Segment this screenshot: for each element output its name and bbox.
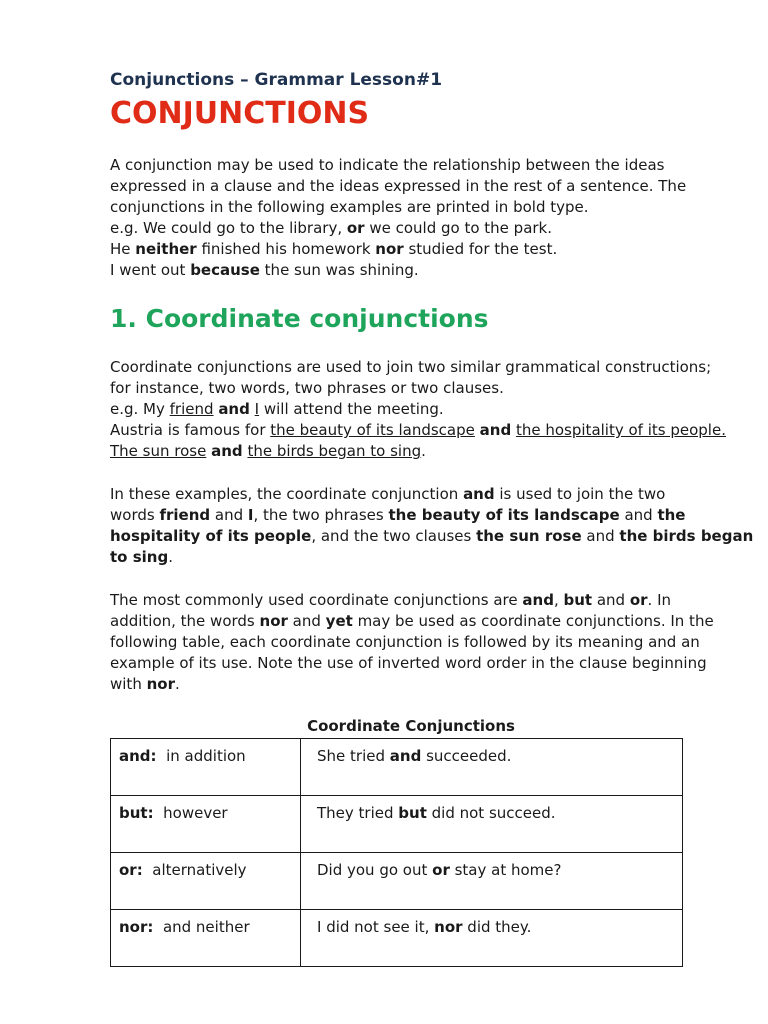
table-caption: Coordinate Conjunctions (307, 717, 515, 735)
paragraph-line: hospitality of its people, and the two clauses the sun rose and the birds began (110, 527, 754, 545)
intro-example-1: e.g. We could go to the library, or we could go to the park. (110, 219, 553, 237)
paragraph-line: The most commonly used coordinate conjunctions are and, but and or. In (110, 591, 672, 609)
paragraph-line: to sing. (110, 548, 173, 566)
coordinate-example-3: The sun rose and the birds began to sing. (110, 442, 426, 460)
paragraph-line: for instance, two words, two phrases or two clauses. (110, 379, 504, 397)
table-row (111, 796, 683, 853)
intro-line: expressed in a clause and the ideas expressed in the rest of a sentence. The (110, 177, 687, 195)
table-row (111, 739, 683, 796)
paragraph-line: following table, each coordinate conjunction is followed by its meaning and an (110, 633, 700, 651)
intro-line: A conjunction may be used to indicate the relationship between the ideas (110, 156, 665, 174)
coordinate-example-1: e.g. My friend and I will attend the meeting. (110, 400, 444, 418)
document-subtitle: Conjunctions – Grammar Lesson#1 (110, 70, 443, 90)
intro-line: conjunctions in the following examples are printed in bold type. (110, 198, 589, 216)
document-title: CONJUNCTIONS (110, 96, 370, 131)
paragraph-line: addition, the words nor and yet may be used as coordinate conjunctions. In the (110, 612, 714, 630)
section-heading-coordinate: 1. Coordinate conjunctions (110, 304, 489, 333)
conjunction-cell: and: in addition (111, 739, 301, 796)
paragraph-line: words friend and I, the two phrases the beauty of its landscape and the (110, 506, 686, 524)
conjunction-cell: or: alternatively (111, 853, 301, 910)
paragraph-line: In these examples, the coordinate conjunction and is used to join the two (110, 485, 666, 503)
table-row (111, 853, 683, 910)
example-cell: She tried and succeeded. (301, 739, 683, 796)
coordinate-paragraph-3 (110, 590, 720, 695)
intro-example-2: He neither finished his homework nor studied for the test. (110, 240, 558, 258)
coordinate-paragraph-1 (110, 357, 726, 462)
paragraph-line: with nor. (110, 675, 180, 693)
example-cell: Did you go out or stay at home? (301, 853, 683, 910)
paragraph-line: example of its use. Note the use of inverted word order in the clause beginning (110, 654, 707, 672)
coordinate-example-2: Austria is famous for the beauty of its landscape and the hospitality of its people. (110, 421, 726, 439)
example-cell: I did not see it, nor did they. (301, 910, 683, 967)
conjunction-cell: but: however (111, 796, 301, 853)
conjunction-cell: nor: and neither (111, 910, 301, 967)
intro-paragraph (110, 155, 720, 281)
coordinate-paragraph-2 (110, 484, 754, 568)
example-cell: They tried but did not succeed. (301, 796, 683, 853)
paragraph-line: Coordinate conjunctions are used to join two similar grammatical constructions; (110, 358, 712, 376)
coordinate-conjunctions-table (110, 738, 683, 967)
intro-example-3: I went out because the sun was shining. (110, 261, 419, 279)
table-row (111, 910, 683, 967)
